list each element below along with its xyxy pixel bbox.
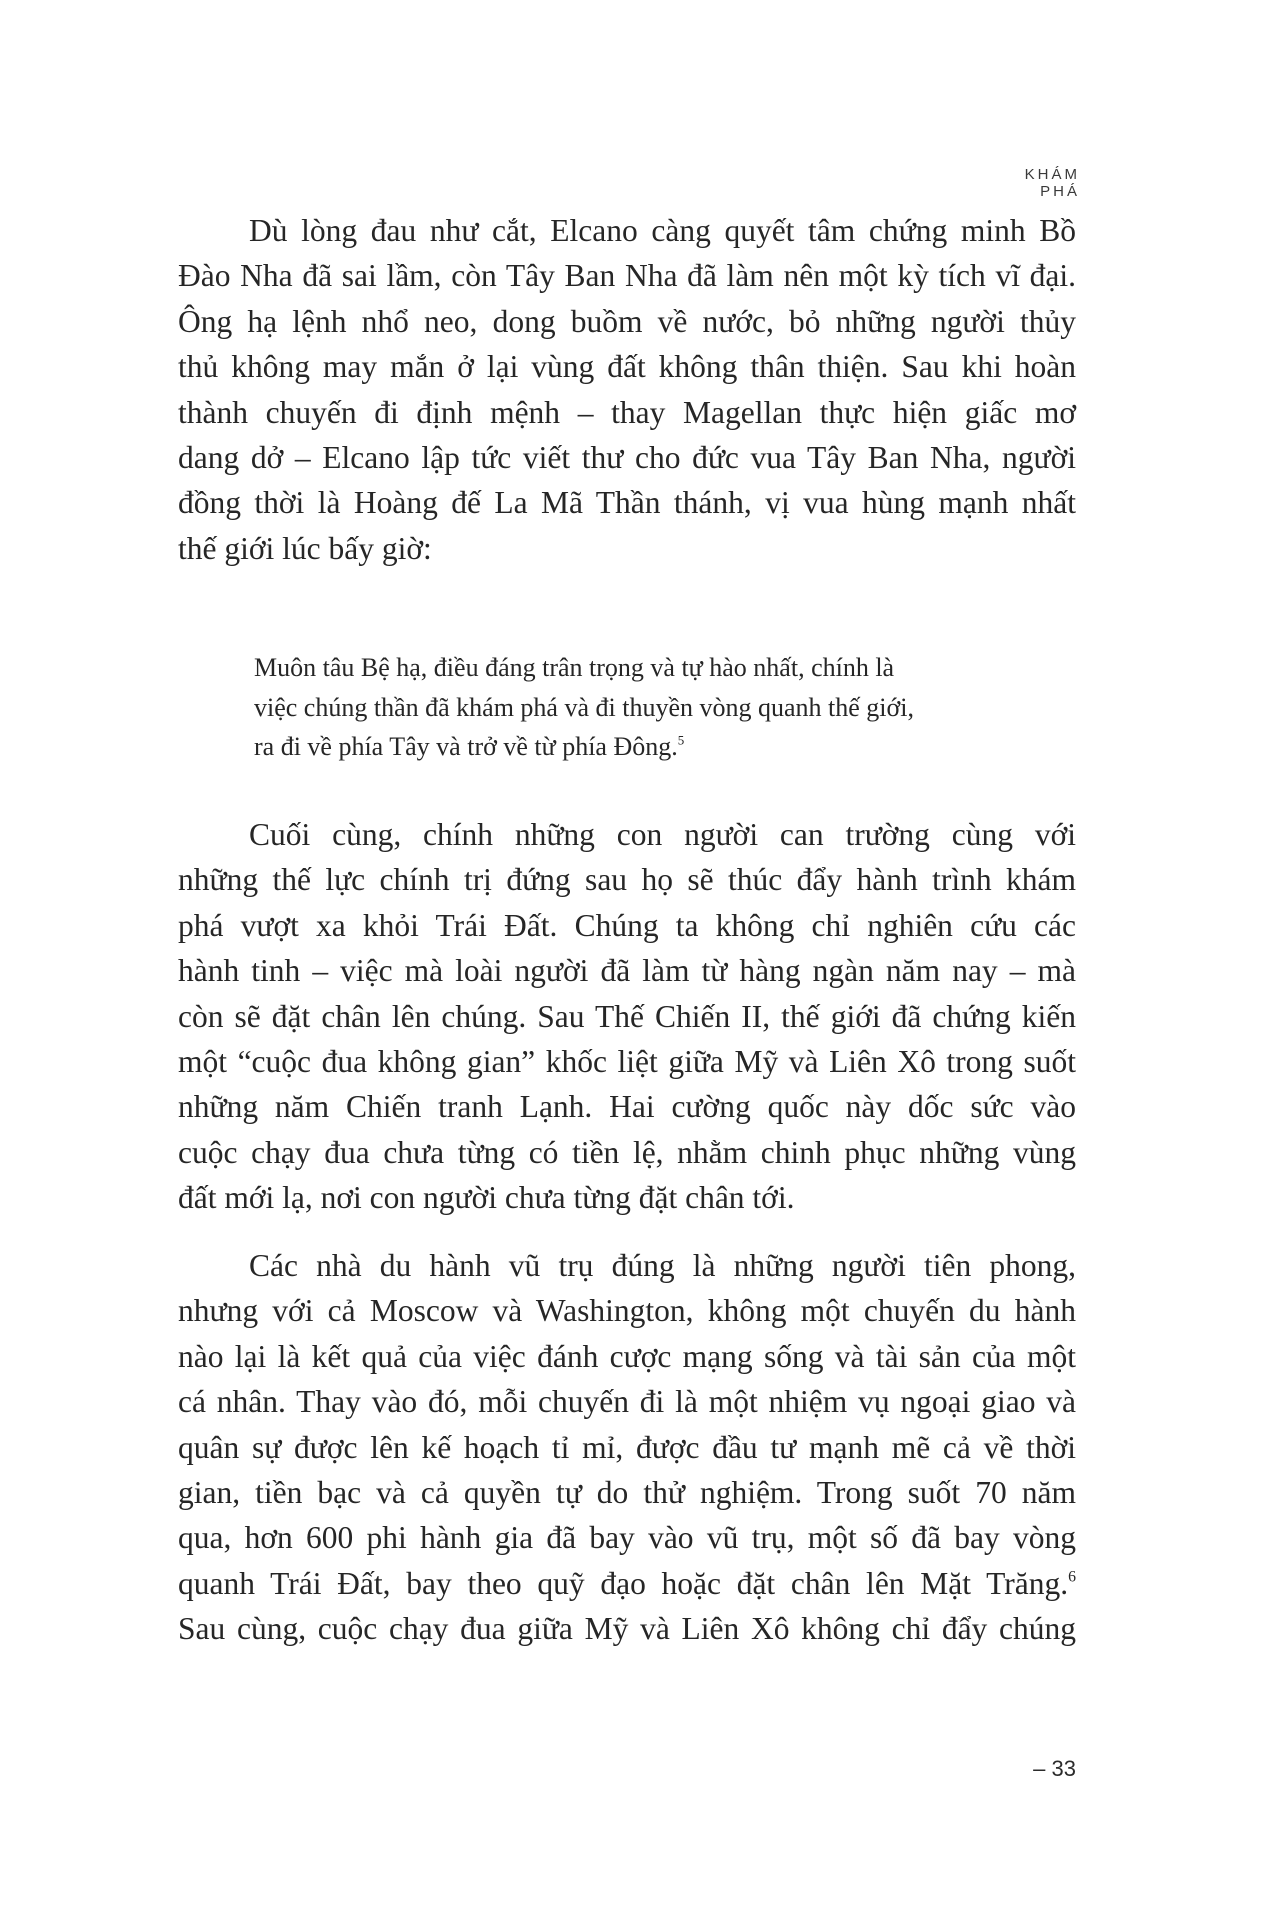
quote-line: Muôn tâu Bệ hạ, điều đáng trân trọng và tự hào nhất, chính là: [254, 653, 895, 682]
paragraph-line: Sau cùng, cuộc chạy đua giữa Mỹ và Liên Xô không chỉ đẩy chúng: [178, 1611, 1076, 1647]
quote-line-text: ra đi về phía Tây và trở về từ phía Đông.: [254, 732, 678, 761]
paragraph-line: Ông hạ lệnh nhổ neo, dong buồm về nước, bỏ những người thủy: [178, 303, 1076, 339]
paragraph-line: cuộc chạy đua chưa từng có tiền lệ, nhằm chinh phục những vùng: [178, 1134, 1076, 1170]
paragraph-line: qua, hơn 600 phi hành gia đã bay vào vũ trụ, một số đã bay vòng: [178, 1520, 1076, 1556]
paragraph-line: quân sự được lên kế hoạch tỉ mỉ, được đầu tư mạnh mẽ cả về thời: [178, 1429, 1076, 1465]
paragraph-line: thủ không may mắn ở lại vùng đất không thân thiện. Sau khi hoàn: [178, 349, 1076, 385]
paragraph-line: Các nhà du hành vũ trụ đúng là những người tiên phong,: [249, 1248, 1076, 1283]
paragraph-line: dang dở – Elcano lập tức viết thư cho đức vua Tây Ban Nha, người: [178, 439, 1076, 475]
paragraph-line-with-footnote: [178, 1561, 1076, 1606]
paragraph-3: [178, 1243, 1076, 1652]
paragraph-line: Cuối cùng, chính những con người can trường cùng với: [249, 817, 1076, 852]
quote-line: việc chúng thần đã khám phá và đi thuyền vòng quanh thế giới,: [254, 692, 914, 722]
paragraph-line: Đào Nha đã sai lầm, còn Tây Ban Nha đã làm nên một kỳ tích vĩ đại.: [178, 258, 1076, 294]
paragraph-line-text: quanh Trái Đất, bay theo quỹ đạo hoặc đặt chân lên Mặt Trăng.: [178, 1565, 1069, 1601]
paragraph-line: thành chuyến đi định mệnh – thay Magellan thực hiện giấc mơ: [178, 394, 1076, 430]
paragraph-line: thế giới lúc bấy giờ:: [178, 530, 432, 566]
paragraph-line: đồng thời là Hoàng đế La Mã Thần thánh, vị vua hùng mạnh nhất: [178, 485, 1076, 521]
paragraph-line: Dù lòng đau như cắt, Elcano càng quyết tâm chứng minh Bồ: [249, 213, 1076, 248]
paragraph-line: một “cuộc đua không gian” khốc liệt giữa Mỹ và Liên Xô trong suốt: [178, 1043, 1076, 1079]
paragraph-line: nào lại là kết quả của việc đánh cược mạng sống và tài sản của một: [178, 1338, 1076, 1374]
footnote-marker: 5: [677, 732, 685, 748]
paragraph-line: còn sẽ đặt chân lên chúng. Sau Thế Chiến II, thế giới đã chứng kiến: [178, 998, 1076, 1034]
footnote-marker: 6: [1068, 1568, 1076, 1586]
paragraph-1: [178, 208, 1076, 571]
paragraph-line: cá nhân. Thay vào đó, mỗi chuyến đi là một nhiệm vụ ngoại giao và: [178, 1384, 1076, 1420]
paragraph-line: phá vượt xa khỏi Trái Đất. Chúng ta không chỉ nghiên cứu các: [178, 907, 1076, 943]
paragraph-line: hành tinh – việc mà loài người đã làm từ hàng ngàn năm nay – mà: [178, 953, 1076, 989]
paragraph-2: [178, 812, 1076, 1221]
quote-line-last: [254, 727, 1014, 767]
paragraph-line: nhưng với cả Moscow và Washington, không một chuyến du hành: [178, 1293, 1076, 1329]
paragraph-line: những năm Chiến tranh Lạnh. Hai cường quốc này dốc sức vào: [178, 1089, 1076, 1125]
paragraph-line: những thế lực chính trị đứng sau họ sẽ thúc đẩy hành trình khám: [178, 862, 1076, 898]
paragraph-line: đất mới lạ, nơi con người chưa từng đặt chân tới.: [178, 1180, 795, 1216]
running-head: KHÁM PHÁ: [1024, 166, 1080, 200]
block-quote: [254, 648, 1014, 767]
paragraph-line: gian, tiền bạc và cả quyền tự do thử nghiệm. Trong suốt 70 năm: [178, 1474, 1076, 1510]
page-number: – 33: [1033, 1756, 1076, 1781]
